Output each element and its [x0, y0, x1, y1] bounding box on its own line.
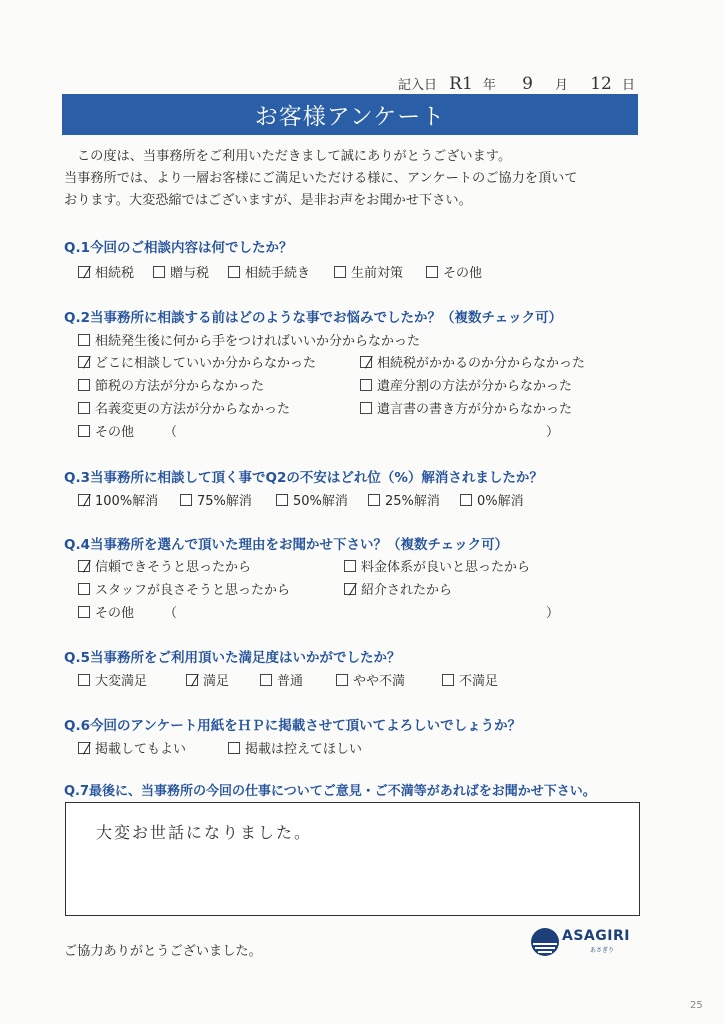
q1-option[interactable] — [334, 262, 403, 281]
checkbox[interactable] — [78, 379, 90, 391]
option-label: 贈与税 — [170, 266, 210, 281]
question-1: Q.1今回のご相談内容は何でしたか？ — [64, 240, 293, 256]
option-label: やや不満 — [353, 674, 406, 689]
date-day: 12 — [590, 74, 612, 94]
option-label: 50%解消 — [293, 494, 348, 509]
checkbox[interactable] — [180, 494, 192, 506]
checkbox[interactable] — [78, 402, 90, 414]
checkbox[interactable] — [186, 674, 198, 686]
question-4: Q.4当事務所を選んで頂いた理由をお聞かせ下さい？（複数チェック可） — [64, 537, 509, 553]
option-label: 相続発生後に何から手をつければいいか分からなかった — [95, 334, 421, 349]
checkbox[interactable] — [442, 674, 454, 686]
checkbox[interactable] — [426, 266, 438, 278]
option-label: 不満足 — [459, 674, 499, 689]
q2-option[interactable] — [360, 375, 572, 394]
page-title: お客様アンケート — [62, 94, 638, 135]
paren-open: （ — [164, 425, 178, 440]
q2-option[interactable] — [360, 398, 572, 417]
date-era: R1 — [449, 74, 473, 94]
checkbox[interactable] — [78, 583, 90, 595]
q3-option[interactable] — [180, 490, 252, 509]
checkbox[interactable] — [368, 494, 380, 506]
checkbox[interactable] — [344, 560, 356, 572]
option-label: 0%解消 — [477, 494, 524, 509]
option-label: その他 — [95, 606, 135, 621]
option-label: 相続手続き — [245, 266, 311, 281]
checkbox[interactable] — [78, 334, 90, 346]
option-label: 満足 — [203, 674, 230, 689]
option-label: どこに相談していいか分からなかった — [95, 356, 317, 371]
q1-option[interactable] — [228, 262, 310, 281]
checkbox[interactable] — [228, 266, 240, 278]
entry-date — [398, 74, 635, 94]
intro-paragraph — [64, 146, 639, 212]
thanks-message: ご協力ありがとうございました。 — [64, 944, 262, 959]
question-3: Q.3当事務所に相談して頂く事でQ2の不安はどれ位（%）解消されましたか？ — [64, 470, 543, 486]
date-month-label: 月 — [555, 78, 569, 93]
checkbox[interactable] — [78, 742, 90, 754]
option-label: 相続税がかかるのか分からなかった — [377, 356, 586, 371]
comment-answer: 大変お世話になりました。 — [96, 823, 313, 842]
intro-line: おります。大変恐縮ではございますが、是非お声をお聞かせ下さい。 — [64, 193, 472, 208]
q4-option[interactable] — [344, 556, 530, 575]
option-label: 100%解消 — [95, 494, 159, 509]
q6-option[interactable] — [228, 738, 362, 757]
option-label: 信頼できそうと思ったから — [95, 560, 252, 575]
q2-option[interactable] — [78, 375, 264, 394]
q4-option[interactable] — [344, 579, 452, 598]
q3-option[interactable] — [276, 490, 348, 509]
option-label: 普通 — [277, 674, 304, 689]
paren-open: （ — [164, 606, 178, 621]
question-7: Q.7最後に、当事務所の今回の仕事についてご意見・ご不満等があればをお聞かせ下さい。 — [64, 784, 596, 799]
intro-line: 当事務所では、より一層お客様にご満足いただける様に、アンケートのご協力を頂いて — [64, 171, 578, 186]
option-label: 遺言書の書き方が分からなかった — [377, 402, 573, 417]
option-label: 料金体系が良いと思ったから — [361, 560, 531, 575]
q2-option[interactable] — [360, 352, 585, 371]
option-label: 大変満足 — [95, 674, 148, 689]
q1-option[interactable] — [426, 262, 482, 281]
checkbox[interactable] — [78, 356, 90, 368]
option-label: 生前対策 — [351, 266, 404, 281]
checkbox[interactable] — [78, 560, 90, 572]
option-label: その他 — [95, 425, 135, 440]
q5-option[interactable] — [336, 670, 405, 689]
q2-option[interactable] — [78, 330, 420, 349]
checkbox[interactable] — [78, 606, 90, 618]
paren-close: ） — [546, 425, 560, 440]
checkbox[interactable] — [153, 266, 165, 278]
option-label: 掲載してもよい — [95, 742, 187, 757]
sunrise-wave-logo-icon — [530, 927, 560, 957]
q4-option-other[interactable] — [78, 602, 177, 621]
q5-option[interactable] — [186, 670, 229, 689]
intro-line: この度は、当事務所をご利用いただきまして誠にありがとうございます。 — [77, 149, 512, 164]
logo-sub: あさぎり — [590, 947, 615, 954]
checkbox[interactable] — [344, 583, 356, 595]
question-5: Q.5当事務所をご利用頂いた満足度はいかがでしたか？ — [64, 650, 401, 666]
q5-option[interactable] — [260, 670, 303, 689]
option-label: 相続税 — [95, 266, 135, 281]
checkbox[interactable] — [360, 356, 372, 368]
q5-option[interactable] — [78, 670, 147, 689]
q2-option[interactable] — [78, 398, 290, 417]
logo-name: ASAGIRI — [562, 928, 630, 944]
checkbox[interactable] — [78, 674, 90, 686]
option-label: 名義変更の方法が分からなかった — [95, 402, 291, 417]
question-2: Q.2当事務所に相談する前はどのような事でお悩みでしたか？（複数チェック可） — [64, 310, 563, 326]
option-label: 掲載は控えてほしい — [245, 742, 363, 757]
q6-option[interactable] — [78, 738, 186, 757]
q3-option[interactable] — [460, 490, 524, 509]
checkbox[interactable] — [228, 742, 240, 754]
date-year-label: 年 — [482, 78, 496, 93]
q1-option[interactable] — [153, 262, 209, 281]
date-label: 記入日 — [398, 78, 438, 93]
checkbox[interactable] — [334, 266, 346, 278]
date-day-label: 日 — [621, 78, 635, 93]
q2-option-other[interactable] — [78, 421, 177, 440]
q4-option[interactable] — [78, 556, 251, 575]
question-6: Q.6今回のアンケート用紙をＨＰに掲載させて頂いてよろしいでしょうか？ — [64, 718, 522, 734]
checkbox[interactable] — [78, 425, 90, 437]
q4-option[interactable] — [78, 579, 290, 598]
option-label: 25%解消 — [385, 494, 440, 509]
checkbox[interactable] — [276, 494, 288, 506]
checkbox[interactable] — [360, 402, 372, 414]
checkbox[interactable] — [260, 674, 272, 686]
q3-option[interactable] — [78, 490, 158, 509]
q2-option[interactable] — [78, 352, 316, 371]
checkbox[interactable] — [78, 494, 90, 506]
checkbox[interactable] — [336, 674, 348, 686]
option-label: スタッフが良さそうと思ったから — [95, 583, 291, 598]
option-label: 紹介されたから — [361, 583, 453, 598]
option-label: その他 — [443, 266, 483, 281]
paren-close: ） — [546, 606, 560, 621]
q1-option[interactable] — [78, 262, 134, 281]
date-month: 9 — [522, 74, 533, 94]
page-number: 25 — [690, 1000, 703, 1011]
option-label: 節税の方法が分からなかった — [95, 379, 265, 394]
option-label: 遺産分割の方法が分からなかった — [377, 379, 573, 394]
q5-option[interactable] — [442, 670, 498, 689]
checkbox[interactable] — [360, 379, 372, 391]
q3-option[interactable] — [368, 490, 440, 509]
checkbox[interactable] — [78, 266, 90, 278]
checkbox[interactable] — [460, 494, 472, 506]
option-label: 75%解消 — [197, 494, 252, 509]
